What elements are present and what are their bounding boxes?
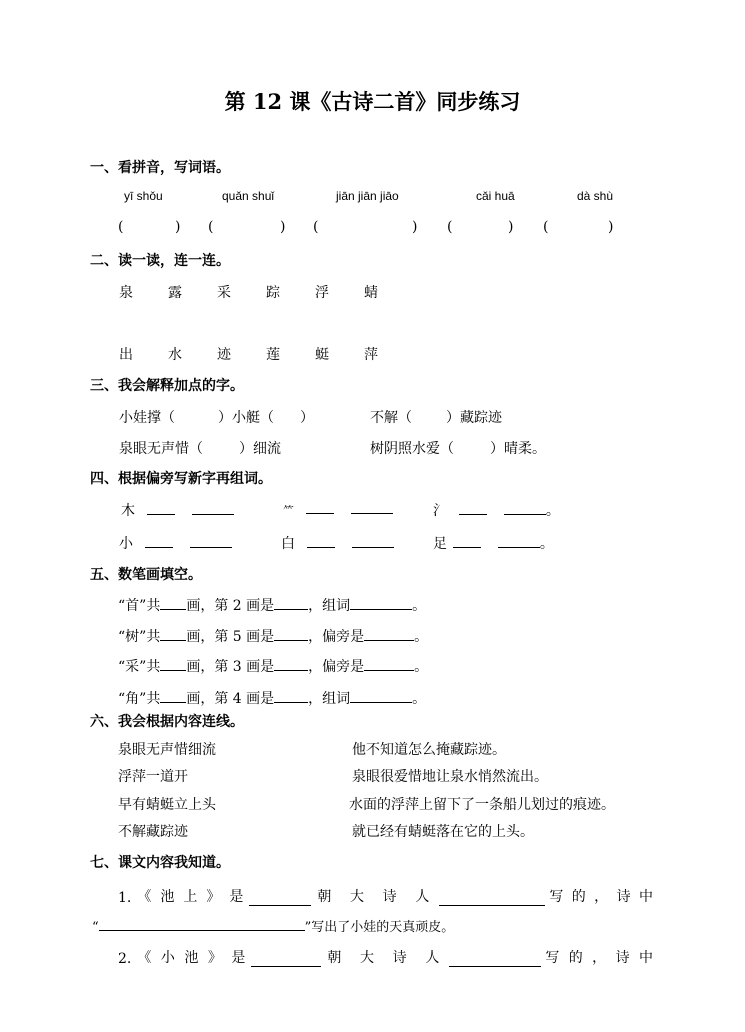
period: 。 [412, 598, 427, 614]
stroke-text: ，组词 [308, 598, 351, 614]
pinyin-2: quǎn shuǐ [222, 189, 275, 203]
section-3-heading: 三、我会解释加点的字。 [90, 378, 244, 394]
match-bottom-char: 蜓 [315, 347, 329, 363]
stroke-char: “树”共 [118, 629, 161, 645]
match-top-char: 浮 [315, 285, 329, 301]
stroke-row [118, 656, 428, 676]
q-char: 》 [207, 950, 222, 966]
answer-paren-3-close: ) [412, 219, 418, 235]
match-top-char: 踪 [266, 285, 280, 301]
blank-line [160, 689, 186, 703]
poem-line: 早有蜻蜓立上头 [118, 797, 216, 813]
explain-item: 树阴照水爱（ [370, 441, 454, 457]
period: 。 [414, 629, 429, 645]
match-bottom-char: 萍 [364, 347, 378, 363]
explain-item: 不解（ [370, 410, 412, 426]
stroke-row [118, 595, 426, 615]
section-7-heading: 七、课文内容我知道。 [90, 855, 230, 871]
stroke-text: 画，第 2 画是 [186, 598, 275, 614]
pinyin-3: jiān jiān jiāo [336, 189, 399, 203]
blank-line [449, 953, 541, 967]
q-char: 写 [545, 950, 560, 966]
blank-line [498, 534, 540, 548]
period: 。 [539, 536, 554, 552]
explain-item: 泉眼无声惜（ [119, 441, 203, 457]
stroke-char: “角”共 [118, 691, 161, 707]
blank-line [352, 534, 394, 548]
blank-line [274, 596, 308, 610]
question-1-line-1 [118, 886, 653, 906]
blank-line [439, 892, 545, 906]
open-quote: “ [92, 920, 99, 935]
explain-item: ）晴柔。 [490, 441, 546, 457]
pinyin-5: dà shù [577, 189, 614, 203]
answer-paren-2-open: ( [208, 219, 214, 235]
q-char: 人 [425, 950, 440, 966]
meaning-line: 水面的浮萍上留下了一条船儿划过的痕迹。 [349, 797, 615, 813]
blank-line [160, 627, 186, 641]
question-number: 2. [118, 951, 132, 967]
stroke-char: “采”共 [118, 659, 161, 675]
pinyin-1: yī shǒu [124, 189, 163, 203]
radical-item [433, 533, 554, 553]
meaning-line: 他不知道怎么掩藏踪迹。 [352, 742, 506, 758]
blank-line [350, 689, 412, 703]
period: 。 [414, 659, 429, 675]
blank-line [453, 534, 481, 548]
period: 。 [545, 503, 560, 519]
answer-paren-1-open: ( [118, 219, 124, 235]
explain-item: ）藏踪迹 [446, 410, 502, 426]
stroke-text: ，组词 [308, 691, 351, 707]
blank-line [192, 501, 234, 515]
q-char: 大 [360, 950, 375, 966]
pinyin-4: cǎi huā [476, 189, 515, 203]
blank-line [145, 534, 173, 548]
radical-item [283, 500, 393, 518]
answer-paren-4-open: ( [447, 219, 453, 235]
radical-char: 小 [119, 536, 133, 552]
blank-line [249, 892, 311, 906]
blank-line [307, 534, 335, 548]
answer-paren-5-close: ) [608, 219, 614, 235]
q-char: 》 [206, 889, 221, 905]
q-char: 池 [160, 889, 175, 905]
q-char: 写 [549, 889, 564, 905]
poem-line: 浮萍一道开 [118, 769, 188, 785]
stroke-text: ，偏旁是 [308, 659, 365, 675]
radical-char: 足 [433, 536, 447, 552]
explain-item: ）细流 [239, 441, 281, 457]
stroke-text: 画，第 5 画是 [186, 629, 275, 645]
answer-paren-1-close: ) [175, 219, 181, 235]
blank-line [351, 500, 393, 514]
q-char: 的 [571, 889, 586, 905]
section-2-heading: 二、读一读，连一连。 [90, 253, 230, 269]
question-2-line-1 [118, 947, 653, 967]
match-bottom-char: 莲 [266, 347, 280, 363]
stroke-text: 画，第 3 画是 [186, 659, 275, 675]
q-char: 朝 [327, 950, 342, 966]
q-char: 大 [350, 889, 365, 905]
match-top-char: 蜻 [364, 285, 378, 301]
radical-char: 氵 [433, 503, 447, 519]
blank-line [251, 953, 321, 967]
blank-line [274, 689, 308, 703]
period: 。 [412, 691, 427, 707]
section-5-heading: 五、数笔画填空。 [90, 567, 202, 583]
q-char: 人 [415, 889, 430, 905]
blank-line [147, 501, 175, 515]
q-char: 诗 [616, 889, 631, 905]
blank-line [274, 657, 308, 671]
radical-item [433, 500, 560, 520]
q-char: 小 [160, 950, 175, 966]
answer-paren-2-close: ) [280, 219, 286, 235]
q-char: 诗 [615, 950, 630, 966]
question-text: ”写出了小娃的天真顽皮。 [304, 920, 455, 935]
blank-line [364, 627, 414, 641]
radical-item [281, 533, 394, 553]
blank-line [160, 657, 186, 671]
explain-item: 小娃撑（ [119, 410, 175, 426]
question-1-line-2 [92, 916, 454, 935]
q-char: 中 [638, 950, 653, 966]
q-char: 诗 [392, 950, 407, 966]
q-char: 诗 [382, 889, 397, 905]
match-top-char: 露 [168, 285, 182, 301]
answer-paren-4-close: ) [508, 219, 514, 235]
stroke-row [118, 626, 428, 646]
poem-line: 不解藏踪迹 [118, 824, 188, 840]
q-char: 是 [229, 889, 244, 905]
meaning-line: 泉眼很爱惜地让泉水悄然流出。 [352, 769, 548, 785]
radical-item [119, 533, 232, 553]
blank-line [160, 596, 186, 610]
answer-paren-3-open: ( [313, 219, 319, 235]
radical-char: ⺮ [283, 504, 294, 517]
q-char: 的 [568, 950, 583, 966]
match-bottom-char: 出 [119, 347, 133, 363]
q-char: 上 [183, 889, 198, 905]
match-top-char: 泉 [119, 285, 133, 301]
stroke-row [118, 688, 426, 708]
blank-line [274, 627, 308, 641]
meaning-line: 就已经有蜻蜓落在它的上头。 [352, 824, 534, 840]
stroke-char: “首”共 [118, 598, 161, 614]
blank-line [350, 596, 412, 610]
q-char: 是 [231, 950, 246, 966]
radical-item [121, 500, 234, 520]
match-top-char: 采 [217, 285, 231, 301]
page-title: 第 12 课《古诗二首》同步练习 [224, 89, 521, 114]
blank-line [306, 500, 334, 514]
stroke-text: 画，第 4 画是 [186, 691, 275, 707]
radical-char: 木 [121, 503, 135, 519]
section-6-heading: 六、我会根据内容连线。 [90, 714, 244, 730]
question-number: 1. [118, 890, 132, 906]
answer-paren-5-open: ( [543, 219, 549, 235]
match-bottom-char: 水 [168, 347, 182, 363]
poem-line: 泉眼无声惜细流 [118, 742, 216, 758]
q-char: 《 [137, 889, 152, 905]
blank-line [190, 534, 232, 548]
q-char: 池 [184, 950, 199, 966]
section-4-heading: 四、根据偏旁写新字再组词。 [90, 471, 272, 487]
q-char: ， [592, 950, 607, 966]
q-char: 中 [638, 889, 653, 905]
blank-line [459, 501, 487, 515]
blank-line [364, 657, 414, 671]
q-char: 朝 [317, 889, 332, 905]
explain-item: ）小艇（ [218, 410, 274, 426]
stroke-text: ，偏旁是 [308, 629, 365, 645]
blank-line [99, 917, 305, 931]
match-bottom-char: 迹 [217, 347, 231, 363]
explain-item: ） [300, 410, 314, 426]
q-char: ， [594, 889, 609, 905]
section-1-heading: 一、看拼音，写词语。 [90, 160, 230, 176]
radical-char: 白 [281, 536, 295, 552]
q-char: 《 [137, 950, 152, 966]
blank-line [504, 501, 546, 515]
